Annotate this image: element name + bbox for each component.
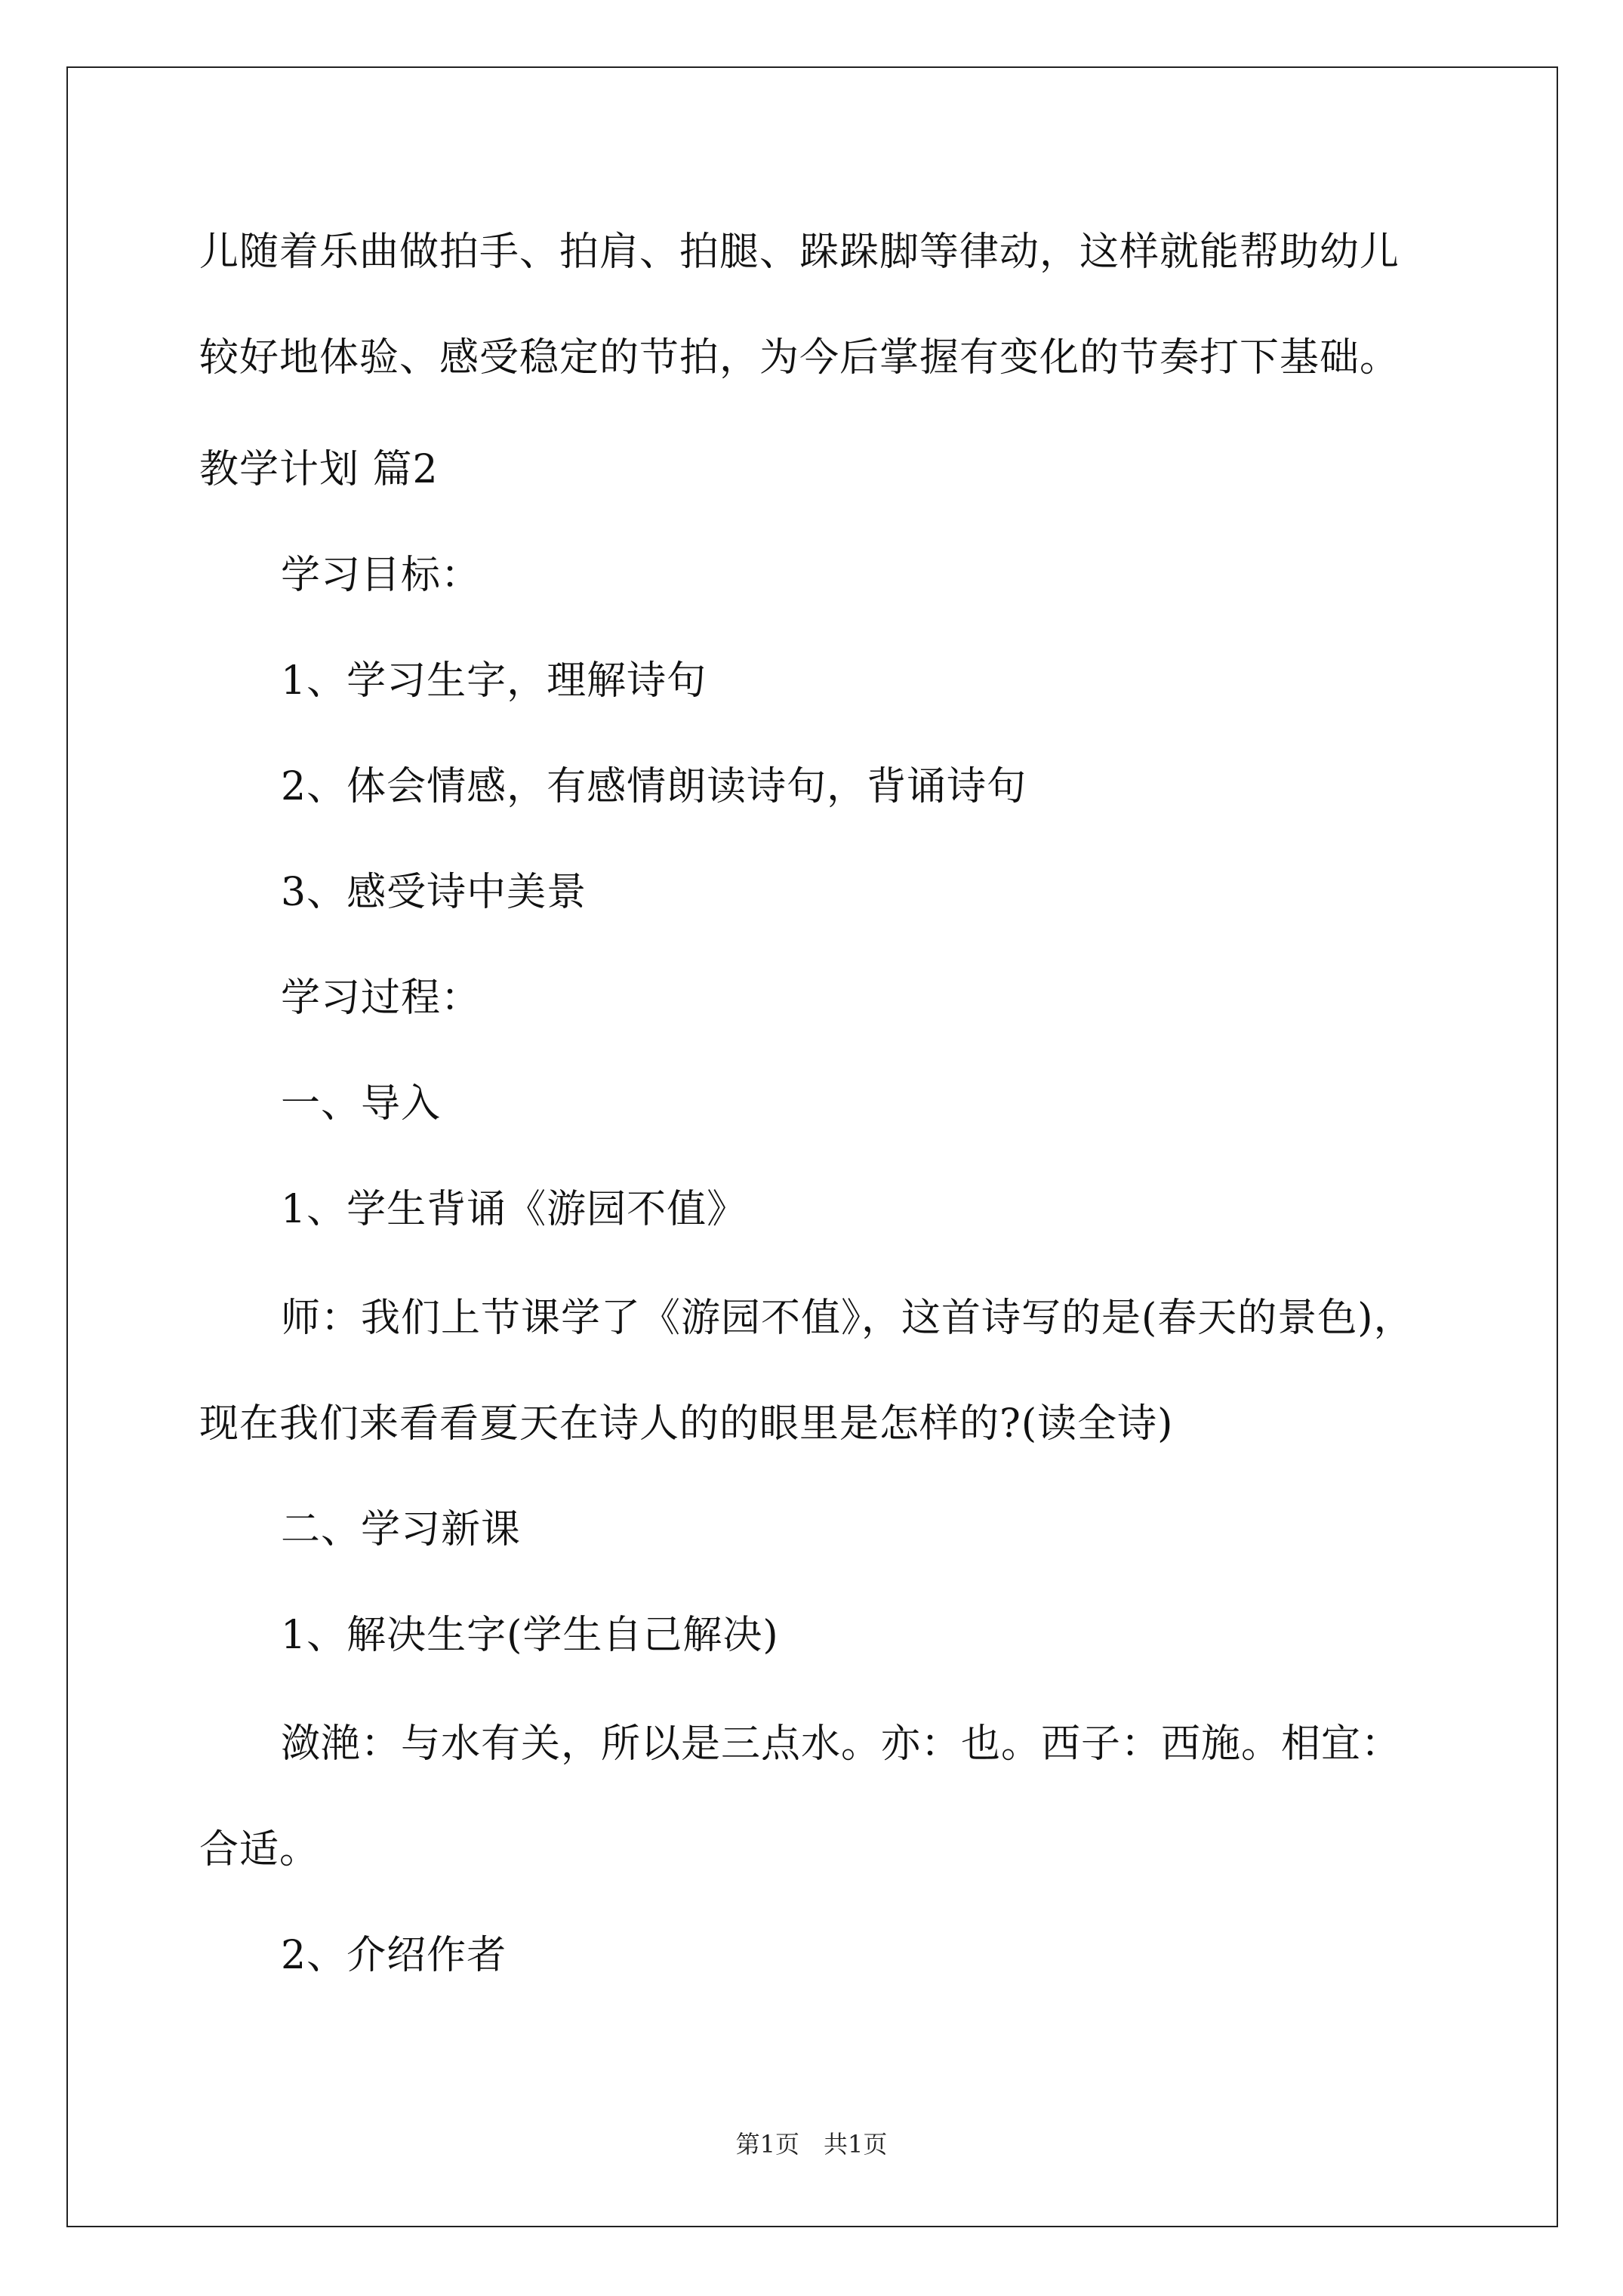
paragraph-line: 师：我们上节课学了《游园不值》，这首诗写的是(春天的景色)， bbox=[281, 1296, 1414, 1341]
list-item: 1、学生背诵《游园不值》 bbox=[281, 1187, 747, 1232]
list-item: 2、体会情感，有感情朗读诗句，背诵诗句 bbox=[281, 764, 1027, 809]
paragraph-line: 较好地体验、感受稳定的节拍，为今后掌握有变化的节奏打下基础。 bbox=[199, 335, 1400, 381]
paragraph-line: 学习过程： bbox=[281, 975, 482, 1021]
paragraph-line: 一、导入 bbox=[281, 1081, 442, 1126]
list-item: 1、学习生字，理解诗句 bbox=[281, 658, 707, 704]
paragraph-line: 潋滟：与水有关，所以是三点水。亦：也。西子：西施。相宜： bbox=[281, 1721, 1402, 1767]
section-heading: 教学计划 篇2 bbox=[199, 447, 439, 492]
paragraph-line: 合适。 bbox=[199, 1827, 320, 1872]
paragraph-line: 儿随着乐曲做拍手、拍肩、拍腿、跺跺脚等律动，这样就能帮助幼儿 bbox=[199, 230, 1400, 275]
paragraph-line: 现在我们来看看夏天在诗人的的眼里是怎样的?(读全诗) bbox=[199, 1401, 1174, 1447]
paragraph-line: 学习目标： bbox=[281, 553, 482, 598]
page-footer: 第1页 共1页 bbox=[735, 2130, 888, 2159]
page-border bbox=[66, 66, 1558, 2227]
paragraph-line: 二、学习新课 bbox=[281, 1507, 522, 1552]
list-item: 2、介绍作者 bbox=[281, 1933, 507, 1978]
list-item: 3、感受诗中美景 bbox=[281, 870, 587, 915]
list-item: 1、解决生字(学生自己解决) bbox=[281, 1613, 779, 1658]
